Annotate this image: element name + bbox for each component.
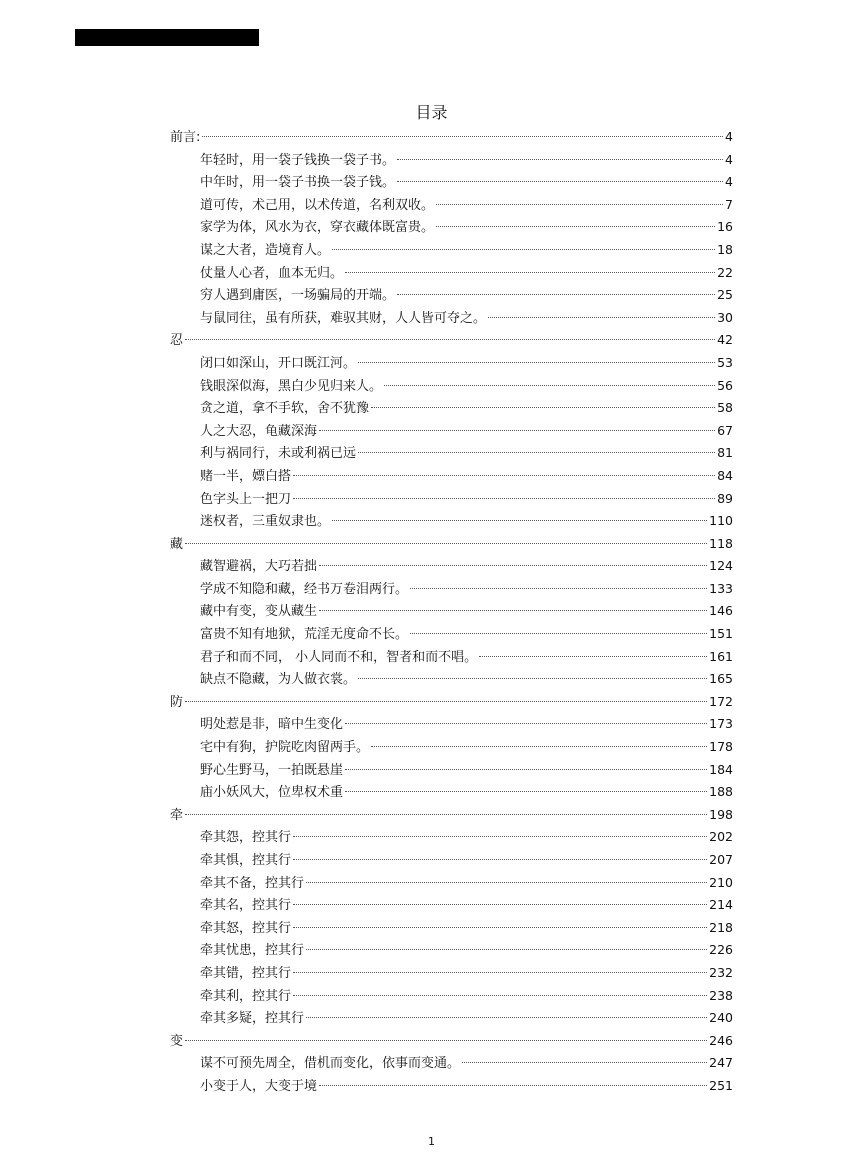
toc-entry-page: 218 bbox=[709, 919, 733, 935]
toc-section-row[interactable] bbox=[170, 962, 733, 985]
toc-section-row[interactable] bbox=[170, 917, 733, 940]
toc-entry-page: 202 bbox=[709, 829, 733, 845]
toc-entry-label: 家学为体，风水为衣，穿衣藏体既富贵。 bbox=[200, 220, 435, 236]
toc-dot-leader bbox=[397, 294, 715, 295]
toc-dot-leader bbox=[488, 317, 715, 318]
toc-section-row[interactable] bbox=[170, 284, 733, 307]
toc-chapter-row[interactable] bbox=[170, 804, 733, 827]
toc-section-row[interactable] bbox=[170, 420, 733, 443]
toc-entry-label: 宅中有狗，护院吃肉留两手。 bbox=[200, 740, 370, 756]
toc-entry-page: 133 bbox=[709, 580, 733, 596]
toc-entry-label: 前言: bbox=[170, 130, 201, 145]
toc-dot-leader bbox=[358, 452, 715, 453]
toc-entry-label: 学成不知隐和藏，经书万卷泪两行。 bbox=[200, 581, 409, 597]
toc-entry-page: 58 bbox=[717, 400, 733, 416]
toc-section-row[interactable] bbox=[170, 759, 733, 782]
toc-dot-leader bbox=[436, 226, 715, 227]
toc-dot-leader bbox=[371, 746, 707, 747]
toc-dot-leader bbox=[185, 1040, 707, 1041]
toc-entry-label: 谋之大者，造境育人。 bbox=[200, 242, 331, 258]
toc-dot-leader bbox=[332, 249, 715, 250]
toc-entry-label: 变 bbox=[170, 1033, 184, 1049]
toc-dot-leader bbox=[332, 520, 707, 521]
toc-entry-label: 牵其多疑，控其行 bbox=[200, 1011, 305, 1027]
toc-chapter-row[interactable] bbox=[170, 533, 733, 556]
toc-dot-leader bbox=[306, 882, 707, 883]
toc-section-row[interactable] bbox=[170, 849, 733, 872]
toc-dot-leader bbox=[397, 159, 723, 160]
toc-entry-label: 人之大忍，龟藏深海 bbox=[200, 423, 318, 439]
toc-entry-page: 25 bbox=[717, 287, 733, 303]
toc-entry-label: 牵其怒，控其行 bbox=[200, 920, 292, 936]
table-of-contents bbox=[170, 126, 733, 1098]
toc-entry-label: 贪之道，拿不手软，舍不犹豫 bbox=[200, 401, 370, 417]
toc-section-row[interactable] bbox=[170, 262, 733, 285]
toc-entry-label: 迷权者，三重奴隶也。 bbox=[200, 514, 331, 530]
toc-entry-page: 22 bbox=[717, 264, 733, 280]
toc-dot-leader bbox=[358, 362, 715, 363]
toc-entry-label: 闭口如深山，开口既江河。 bbox=[200, 355, 357, 371]
toc-title: 目录 bbox=[415, 103, 448, 122]
toc-entry-page: 81 bbox=[717, 445, 733, 461]
toc-entry-page: 178 bbox=[709, 739, 733, 755]
toc-dot-leader bbox=[306, 1017, 707, 1018]
toc-entry-page: 173 bbox=[709, 716, 733, 732]
toc-dot-leader bbox=[462, 1062, 707, 1063]
toc-entry-page: 84 bbox=[717, 467, 733, 483]
toc-entry-page: 124 bbox=[709, 558, 733, 574]
toc-section-row[interactable] bbox=[170, 1052, 733, 1075]
toc-section-row[interactable] bbox=[170, 488, 733, 511]
toc-dot-leader bbox=[319, 565, 707, 566]
toc-entry-label: 藏智避祸，大巧若拙 bbox=[200, 559, 318, 575]
toc-entry-label: 色字头上一把刀 bbox=[200, 491, 292, 507]
toc-section-row[interactable] bbox=[170, 171, 733, 194]
toc-entry-label: 赌一半，嫖白搭 bbox=[200, 468, 292, 484]
toc-dot-leader bbox=[358, 678, 707, 679]
toc-section-row[interactable] bbox=[170, 442, 733, 465]
toc-dot-leader bbox=[371, 407, 715, 408]
toc-entry-label: 小变于人，大变于境 bbox=[200, 1078, 318, 1094]
toc-dot-leader bbox=[185, 814, 707, 815]
toc-section-row[interactable] bbox=[170, 465, 733, 488]
toc-entry-page: 207 bbox=[709, 852, 733, 867]
toc-chapter-row[interactable] bbox=[170, 691, 733, 714]
toc-dot-leader bbox=[306, 949, 707, 950]
toc-entry-page: 16 bbox=[717, 219, 733, 235]
toc-section-row[interactable] bbox=[170, 194, 733, 217]
toc-dot-leader bbox=[410, 633, 707, 634]
toc-dot-leader bbox=[479, 656, 707, 657]
toc-entry-label: 牵其不备，控其行 bbox=[200, 875, 305, 891]
toc-entry-label: 穷人遇到庸医，一场骗局的开端。 bbox=[200, 288, 396, 304]
toc-entry-label: 道可传，术己用，以术传道，名利双收。 bbox=[200, 197, 435, 213]
toc-dot-leader bbox=[410, 588, 707, 589]
toc-entry-page: 247 bbox=[709, 1055, 733, 1071]
toc-entry-page: 110 bbox=[709, 513, 733, 529]
toc-entry-label: 藏 bbox=[170, 536, 184, 552]
toc-entry-label: 仗量人心者，血本无归。 bbox=[200, 265, 344, 281]
toc-entry-label: 牵其惧，控其行 bbox=[200, 853, 292, 868]
toc-entry-label: 牵其忧患，控其行 bbox=[200, 943, 305, 959]
toc-dot-leader bbox=[185, 701, 707, 702]
toc-section-row[interactable] bbox=[170, 668, 733, 691]
toc-section-row[interactable] bbox=[170, 985, 733, 1008]
toc-section-row[interactable] bbox=[170, 510, 733, 533]
toc-section-row[interactable] bbox=[170, 600, 733, 623]
toc-dot-leader bbox=[185, 339, 715, 340]
toc-entry-label: 谋不可预先周全，借机而变化，依事而变通。 bbox=[200, 1056, 461, 1072]
toc-dot-leader bbox=[293, 836, 707, 837]
toc-dot-leader bbox=[397, 181, 723, 182]
toc-entry-page: 53 bbox=[717, 354, 733, 370]
toc-entry-page: 4 bbox=[725, 129, 733, 144]
toc-section-row[interactable] bbox=[170, 239, 733, 262]
toc-entry-page: 89 bbox=[717, 490, 733, 506]
toc-entry-label: 中年时，用一袋子书换一袋子钱。 bbox=[200, 175, 396, 191]
toc-entry-page: 232 bbox=[709, 964, 733, 980]
toc-entry-page: 184 bbox=[709, 761, 733, 777]
toc-section-row[interactable] bbox=[170, 623, 733, 646]
toc-entry-page: 172 bbox=[709, 693, 733, 709]
toc-section-row[interactable] bbox=[170, 826, 733, 849]
toc-section-row[interactable] bbox=[170, 375, 733, 398]
toc-chapter-row[interactable] bbox=[170, 329, 733, 352]
toc-entry-page: 198 bbox=[709, 806, 733, 822]
toc-dot-leader bbox=[436, 204, 723, 205]
toc-dot-leader bbox=[202, 136, 723, 137]
toc-dot-leader bbox=[319, 430, 715, 431]
toc-entry-label: 野心生野马，一拍既悬崖 bbox=[200, 762, 344, 778]
toc-entry-page: 210 bbox=[709, 874, 733, 890]
toc-section-row[interactable] bbox=[170, 149, 733, 172]
toc-section-row[interactable] bbox=[170, 939, 733, 962]
toc-dot-leader bbox=[293, 904, 707, 905]
toc-entry-page: 226 bbox=[709, 942, 733, 958]
toc-dot-leader bbox=[293, 859, 707, 860]
toc-dot-leader bbox=[345, 769, 707, 770]
toc-entry-page: 238 bbox=[709, 987, 733, 1003]
toc-dot-leader bbox=[185, 543, 707, 544]
toc-entry-page: 240 bbox=[709, 1010, 733, 1026]
toc-section-row[interactable] bbox=[170, 555, 733, 578]
toc-section-row[interactable] bbox=[170, 1007, 733, 1030]
toc-entry-page: 151 bbox=[709, 626, 733, 642]
toc-chapter-row[interactable] bbox=[170, 1030, 733, 1053]
toc-entry-page: 7 bbox=[725, 196, 733, 212]
toc-entry-label: 年轻时，用一袋子钱换一袋子书。 bbox=[200, 152, 396, 168]
toc-entry-label: 富贵不知有地狱，荒淫无度命不长。 bbox=[200, 627, 409, 643]
toc-section-row[interactable] bbox=[170, 872, 733, 895]
toc-dot-leader bbox=[293, 927, 707, 928]
toc-entry-page: 118 bbox=[709, 535, 733, 551]
toc-section-row[interactable] bbox=[170, 397, 733, 420]
toc-entry-label: 钱眼深似海，黑白少见归来人。 bbox=[200, 378, 383, 394]
toc-entry-page: 4 bbox=[725, 151, 733, 167]
toc-entry-label: 牵其名，控其行 bbox=[200, 898, 292, 914]
toc-entry-label: 藏中有变，变从藏生 bbox=[200, 604, 318, 620]
page-number: 1 bbox=[428, 1135, 435, 1148]
toc-section-row[interactable] bbox=[170, 736, 733, 759]
toc-entry-label: 牵 bbox=[170, 807, 184, 823]
toc-entry-page: 188 bbox=[709, 784, 733, 800]
redacted-header-bar bbox=[75, 29, 259, 46]
toc-entry-label: 牵其怨，控其行 bbox=[200, 830, 292, 846]
toc-entry-page: 42 bbox=[717, 332, 733, 348]
toc-entry-page: 56 bbox=[717, 377, 733, 393]
toc-section-row[interactable] bbox=[170, 894, 733, 917]
toc-dot-leader bbox=[319, 610, 707, 611]
toc-entry-label: 庙小妖风大，位卑权术重 bbox=[200, 785, 344, 801]
toc-section-row[interactable] bbox=[170, 307, 733, 330]
toc-dot-leader bbox=[345, 791, 707, 792]
toc-entry-page: 146 bbox=[709, 603, 733, 619]
toc-entry-page: 251 bbox=[709, 1077, 733, 1093]
toc-dot-leader bbox=[293, 972, 707, 973]
toc-section-row[interactable] bbox=[170, 352, 733, 375]
toc-section-row[interactable] bbox=[170, 1075, 733, 1098]
toc-chapter-row[interactable] bbox=[170, 126, 733, 149]
toc-entry-page: 67 bbox=[717, 422, 733, 438]
toc-section-row[interactable] bbox=[170, 646, 733, 669]
toc-entry-label: 防 bbox=[170, 694, 184, 710]
toc-section-row[interactable] bbox=[170, 578, 733, 601]
toc-entry-page: 165 bbox=[709, 671, 733, 687]
toc-entry-page: 30 bbox=[717, 309, 733, 325]
toc-section-row[interactable] bbox=[170, 713, 733, 736]
toc-entry-page: 246 bbox=[709, 1032, 733, 1048]
toc-section-row[interactable] bbox=[170, 781, 733, 804]
toc-dot-leader bbox=[293, 995, 707, 996]
toc-dot-leader bbox=[293, 475, 715, 476]
toc-entry-label: 牵其利，控其行 bbox=[200, 988, 292, 1004]
toc-entry-label: 忍 bbox=[170, 333, 184, 349]
toc-entry-label: 君子和而不同， 小人同而不和，智者和而不唱。 bbox=[200, 649, 478, 665]
toc-entry-page: 4 bbox=[725, 174, 733, 190]
toc-dot-leader bbox=[345, 272, 715, 273]
toc-entry-label: 缺点不隐藏，为人做衣裳。 bbox=[200, 672, 357, 688]
toc-entry-label: 牵其错，控其行 bbox=[200, 965, 292, 981]
toc-dot-leader bbox=[319, 1085, 707, 1086]
toc-entry-page: 161 bbox=[709, 648, 733, 664]
toc-entry-label: 明处惹是非，暗中生变化 bbox=[200, 717, 344, 733]
toc-dot-leader bbox=[293, 498, 715, 499]
toc-dot-leader bbox=[384, 385, 715, 386]
toc-dot-leader bbox=[345, 723, 707, 724]
toc-entry-label: 利与祸同行，未或利祸已远 bbox=[200, 446, 357, 462]
toc-entry-label: 与鼠同往，虽有所获，难驭其财，人人皆可夺之。 bbox=[200, 310, 487, 326]
toc-entry-page: 18 bbox=[717, 241, 733, 257]
toc-section-row[interactable] bbox=[170, 216, 733, 239]
toc-entry-page: 214 bbox=[709, 897, 733, 913]
